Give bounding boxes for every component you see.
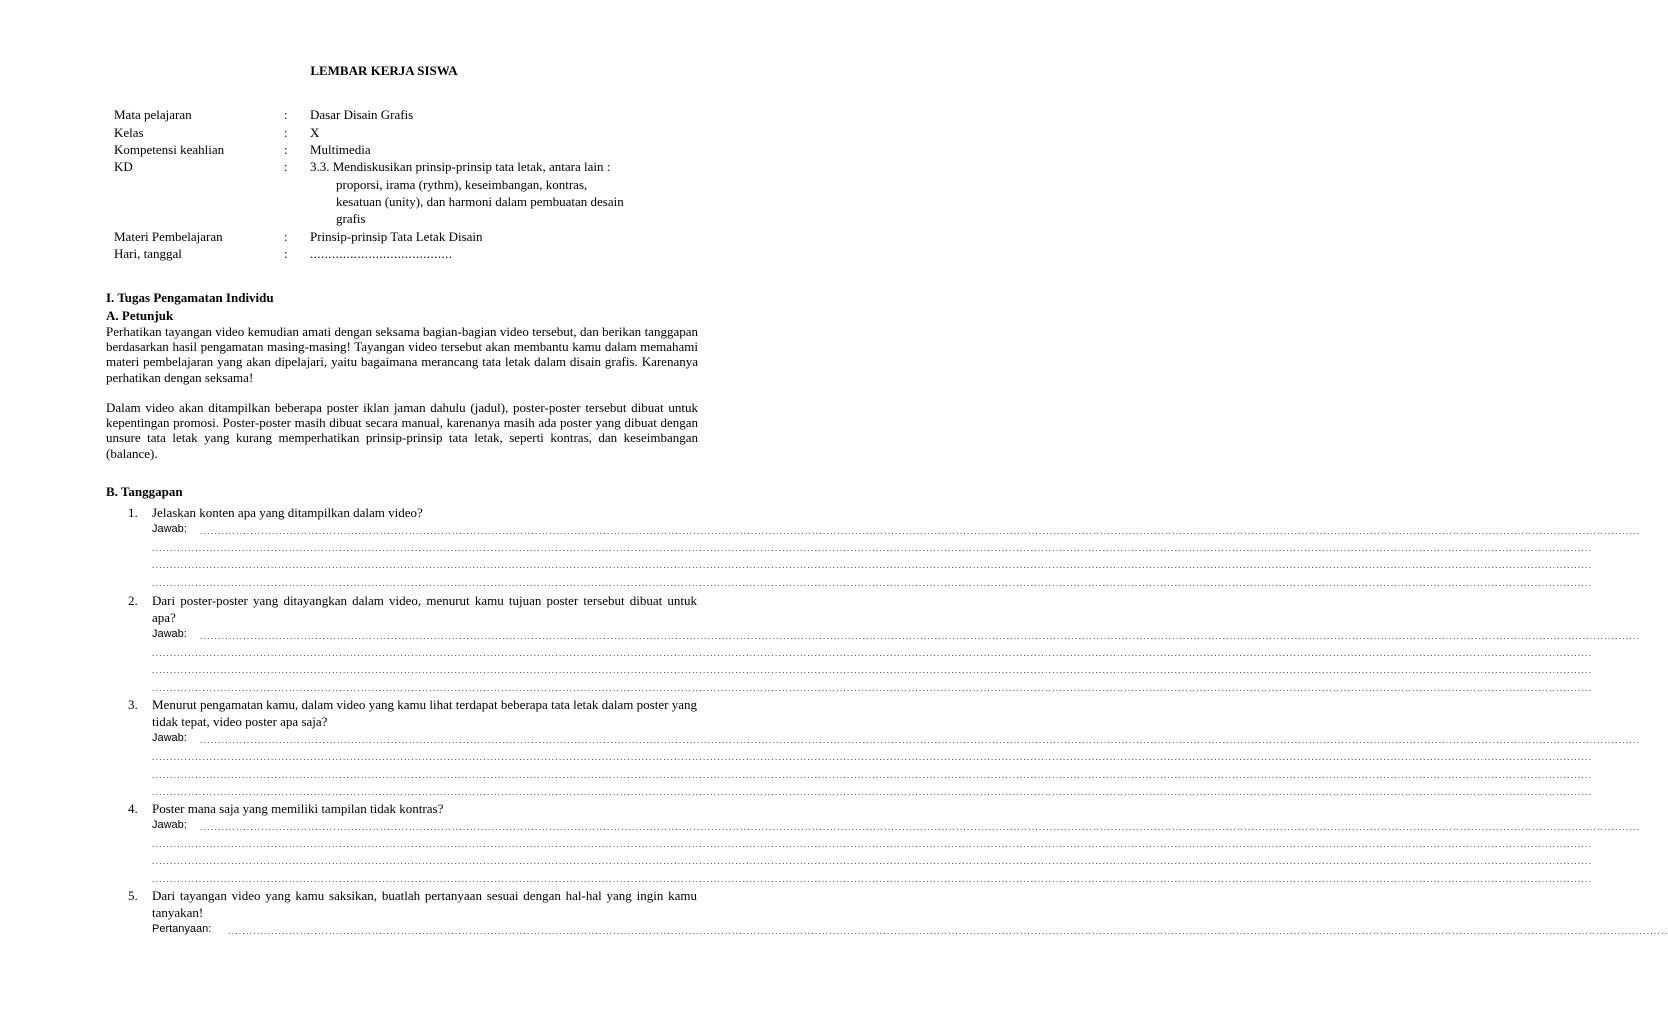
answer-line[interactable]: ................................................................................................................................................................................................................................................................................................................................................................................................................: [228, 926, 1668, 936]
answer-line[interactable]: ................................................................................................................................................................................................................................................................................................................................................................................................................: [152, 856, 1593, 866]
answer-line[interactable]: ................................................................................................................................................................................................................................................................................................................................................................................................................: [152, 648, 1593, 658]
question-label: Pertanyaan:: [152, 923, 212, 935]
question-text: Jelaskan konten apa yang ditampilkan dalam video?: [152, 505, 423, 520]
answer-line[interactable]: ................................................................................................................................................................................................................................................................................................................................................................................................................: [152, 683, 1593, 693]
answer-line[interactable]: ................................................................................................................................................................................................................................................................................................................................................................................................................: [200, 526, 1641, 536]
answer-line[interactable]: ................................................................................................................................................................................................................................................................................................................................................................................................................: [152, 543, 1593, 553]
answer-line[interactable]: ................................................................................................................................................................................................................................................................................................................................................................................................................: [152, 665, 1593, 675]
value-materi: Prinsip-prinsip Tata Letak Disain: [310, 229, 483, 244]
answer-line[interactable]: ................................................................................................................................................................................................................................................................................................................................................................................................................: [152, 874, 1593, 884]
answer-label: Jawab:: [152, 628, 187, 640]
colon: :: [284, 125, 288, 140]
answer-line[interactable]: ................................................................................................................................................................................................................................................................................................................................................................................................................: [152, 839, 1593, 849]
question-number: 2.: [128, 593, 138, 608]
question-text: Menurut pengamatan kamu, dalam video yang kamu lihat terdapat beberapa tata letak dalam poster yang tidak tepat, video poster apa saja?: [152, 697, 697, 729]
kd-line: proporsi, irama (rythm), keseimbangan, kontras,: [336, 177, 588, 192]
colon: :: [284, 229, 288, 244]
answer-line[interactable]: ................................................................................................................................................................................................................................................................................................................................................................................................................: [152, 578, 1593, 588]
question-number: 4.: [128, 801, 138, 816]
question-text: Dari tayangan video yang kamu saksikan, buatlah pertanyaan sesuai dengan hal-hal yang ingin kamu tanyakan!: [152, 888, 697, 920]
answer-line[interactable]: ................................................................................................................................................................................................................................................................................................................................................................................................................: [200, 631, 1641, 641]
page-title: LEMBAR KERJA SISWA: [310, 63, 458, 78]
value-kelas: X: [310, 125, 320, 140]
colon: :: [284, 142, 288, 157]
answer-label: Jawab:: [152, 523, 187, 535]
answer-line[interactable]: ................................................................................................................................................................................................................................................................................................................................................................................................................: [152, 770, 1593, 780]
subsection-heading-petunjuk: A. Petunjuk: [106, 308, 174, 323]
colon: :: [284, 246, 288, 261]
subsection-heading-tanggapan: B. Tanggapan: [106, 484, 183, 499]
answer-line[interactable]: ................................................................................................................................................................................................................................................................................................................................................................................................................: [152, 752, 1593, 762]
value-kompetensi: Multimedia: [310, 142, 371, 157]
kd-line: grafis: [336, 211, 366, 226]
label-kd: KD: [114, 159, 133, 174]
value-kd: 3.3. Mendiskusikan prinsip-prinsip tata letak, antara lain :: [310, 159, 611, 174]
question-text: Poster mana saja yang memiliki tampilan tidak kontras?: [152, 801, 444, 816]
instruction-paragraph: Perhatikan tayangan video kemudian amati dengan seksama bagian-bagian video tersebut, dan berikan tanggapan berdasarkan hasil pengamatan masing-masing! Tayangan video tersebut akan membantu kamu dalam memahami materi pembelajaran yang akan dipelajari, yaitu bagaimana merancang tata letak dalam disain grafis. Karenanya perhatikan dengan seksama!: [106, 324, 698, 385]
label-kelas: Kelas: [114, 125, 144, 140]
instruction-paragraph: Dalam video akan ditampilkan beberapa poster iklan jaman dahulu (jadul), poster-poster tersebut dibuat untuk kepentingan promosi. Poster-poster masih dibuat secara manual, karenanya masih ada poster yang dibuat dengan unsure tata letak yang kurang memperhatikan prinsip-prinsip tata letak, seperti kontras, dan keseimbangan (balance).: [106, 400, 698, 461]
hari-tanggal-blank: .......................................: [310, 246, 453, 261]
colon: :: [284, 159, 288, 174]
answer-line[interactable]: ................................................................................................................................................................................................................................................................................................................................................................................................................: [200, 822, 1641, 832]
question-number: 3.: [128, 697, 138, 712]
colon: :: [284, 107, 288, 122]
answer-line[interactable]: ................................................................................................................................................................................................................................................................................................................................................................................................................: [152, 787, 1593, 797]
answer-line[interactable]: ................................................................................................................................................................................................................................................................................................................................................................................................................: [200, 735, 1641, 745]
question-number: 5.: [128, 888, 138, 903]
label-kompetensi: Kompetensi keahlian: [114, 142, 225, 157]
value-mata-pelajaran: Dasar Disain Grafis: [310, 107, 414, 122]
label-materi: Materi Pembelajaran: [114, 229, 223, 244]
section-heading: I. Tugas Pengamatan Individu: [106, 290, 274, 305]
question-number: 1.: [128, 505, 138, 520]
question-text: Dari poster-poster yang ditayangkan dalam video, menurut kamu tujuan poster tersebut dibuat untuk apa?: [152, 593, 697, 625]
answer-line[interactable]: ................................................................................................................................................................................................................................................................................................................................................................................................................: [152, 560, 1593, 570]
label-mata-pelajaran: Mata pelajaran: [114, 107, 192, 122]
answer-label: Jawab:: [152, 819, 187, 831]
label-hari-tanggal: Hari, tanggal: [114, 246, 182, 261]
answer-label: Jawab:: [152, 732, 187, 744]
kd-line: kesatuan (unity), dan harmoni dalam pembuatan desain: [336, 194, 624, 209]
